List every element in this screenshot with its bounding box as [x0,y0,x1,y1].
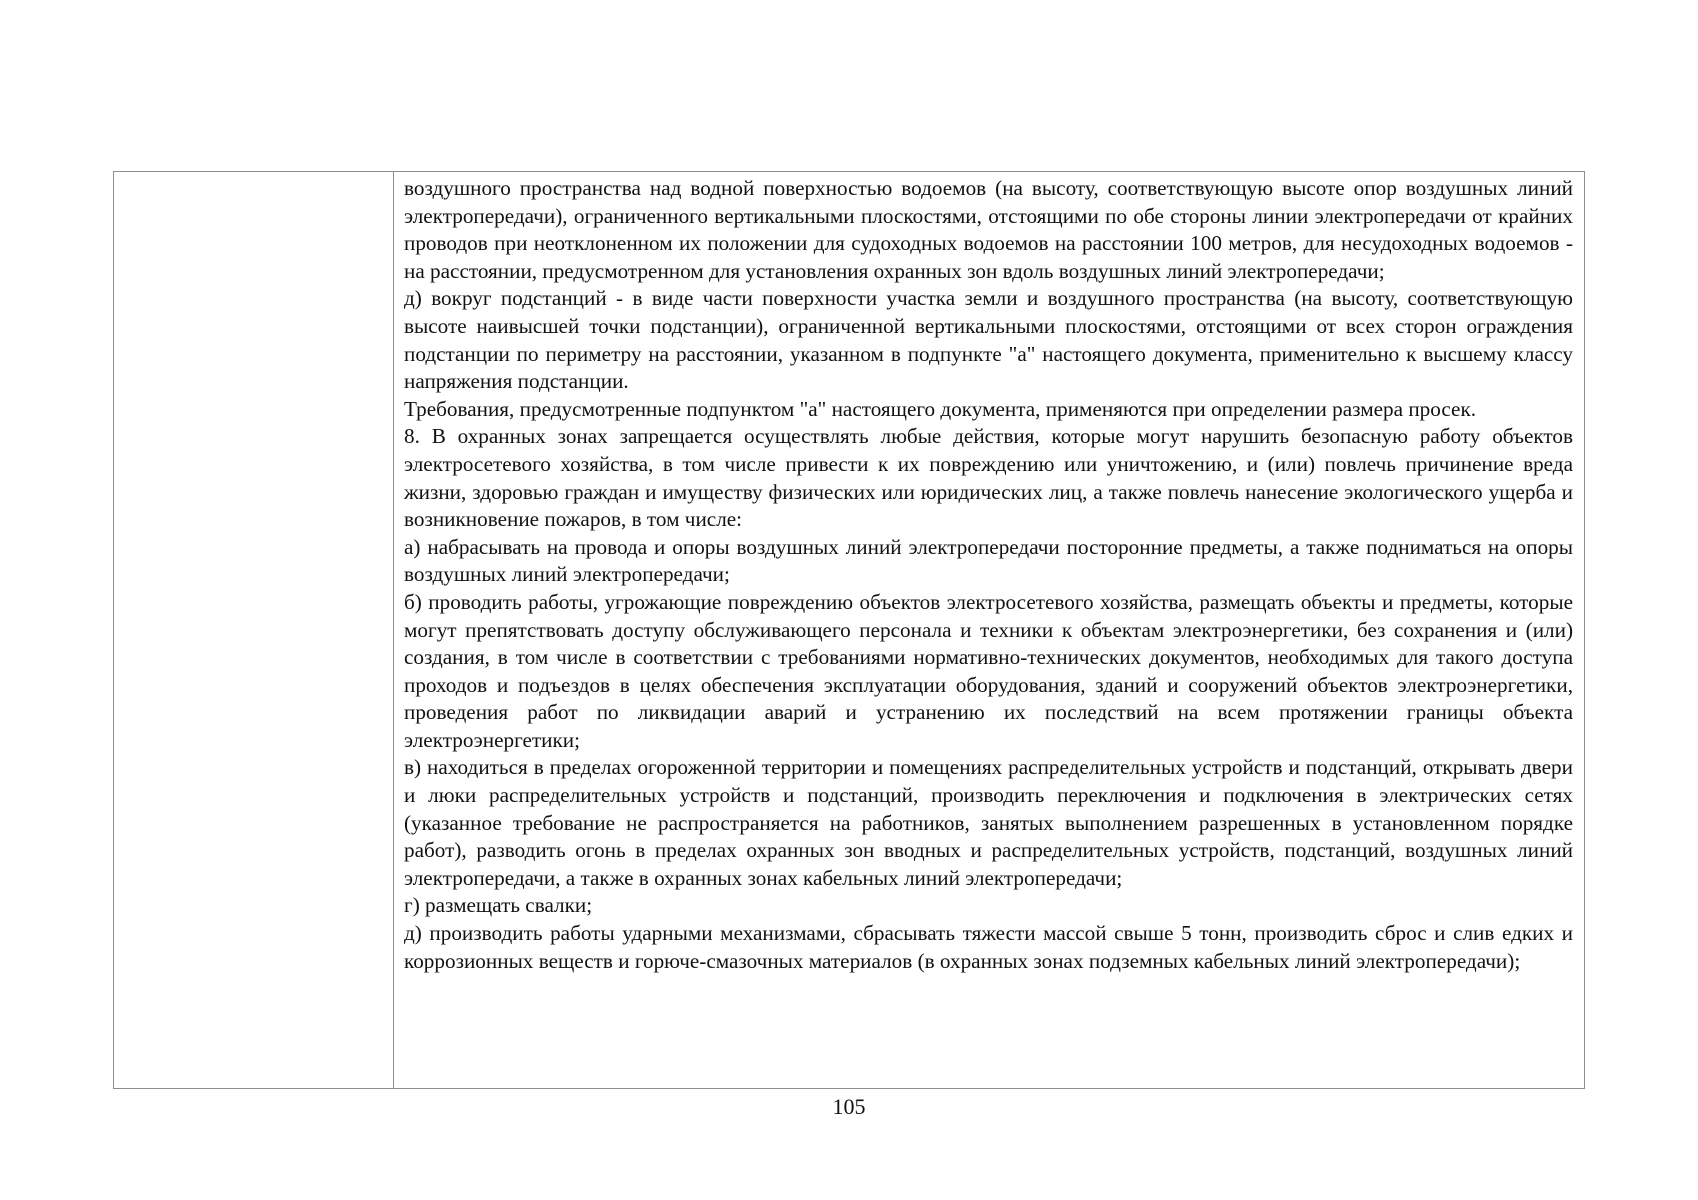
paragraph-item-v: в) находиться в пределах огороженной территории и помещениях распределительных устройств и подстанций, открывать двери и люки распределительных устройств и подстанций, производить переключения и подключения в электрических сетях (указанное требование не распространяется на работников, занятых выполнением разрешенных в установленном порядке работ), разводить огонь в пределах охранных зон вводных и распределительных устройств, подстанций, воздушных линий электропередачи, а также в охранных зонах кабельных линий электропередачи; [404,755,1573,890]
document-table [113,171,1585,1089]
table-left-cell [114,172,394,1088]
paragraph-item-a: а) набрасывать на провода и опоры воздушных линий электропередачи посторонние предметы, а также подниматься на опоры воздушных линий электропередачи; [404,534,1573,587]
page-number: 105 [832,1094,866,1119]
paragraph-clearing-requirements: Требования, предусмотренные подпунктом "а" настоящего документа, применяются при определении размера просек. [404,396,1477,421]
paragraph-item-g: г) размещать свалки; [404,893,593,918]
paragraph-item-d-substations: д) вокруг подстанций - в виде части поверхности участка земли и воздушного пространства (на высоту, соответствующую высоте наивысшей точки подстанции), ограниченной вертикальными плоскостями, отстоящими от всех сторон ограждения подстанции по периметру на расстоянии, указанном в подпункте "а" настоящего документа, применительно к высшему классу напряжения подстанции. [404,286,1573,394]
paragraph-item-8-prohibitions: 8. В охранных зонах запрещается осуществлять любые действия, которые могут нарушить безопасную работу объектов электросетевого хозяйства, в том числе привести к их повреждению или уничтожению, и (или) повлечь причинение вреда жизни, здоровью граждан и имуществу физических или юридических лиц, а также повлечь нанесение экологического ущерба и возникновение пожаров, в том числе: [404,424,1573,532]
paragraph-item-d-impact-works: д) производить работы ударными механизмами, сбрасывать тяжести массой свыше 5 тонн, производить сброс и слив едких и коррозионных веществ и горюче-смазочных материалов (в охранных зонах подземных кабельных линий электропередачи); [404,921,1573,973]
paragraph-item-b: б) проводить работы, угрожающие повреждению объектов электросетевого хозяйства, размещать объекты и предметы, которые могут препятствовать доступу обслуживающего персонала и техники к объектам электроэнергетики, без сохранения и (или) создания, в том числе в соответствии с требованиями нормативно-технических документов, необходимых для такого доступа проходов и подъездов в целях обеспечения эксплуатации оборудования, зданий и сооружений объектов электроэнергетики, проведения работ по ликвидации аварий и устранению их последствий на всем протяжении границы объекта электроэнергетики; [404,589,1573,752]
paragraph-airspace-over-water: воздушного пространства над водной поверхностью водоемов (на высоту, соответствующую высоте опор воздушных линий электропередачи), ограниченного вертикальными плоскостями, отстоящими по обе стороны линии электропередачи от крайних проводов при неотклоненном их положении для судоходных водоемов на расстоянии 100 метров, для несудоходных водоемов - на расстоянии, предусмотренном для установления охранных зон вдоль воздушных линий электропередачи; [404,176,1573,283]
table-text-cell [394,172,1584,1088]
